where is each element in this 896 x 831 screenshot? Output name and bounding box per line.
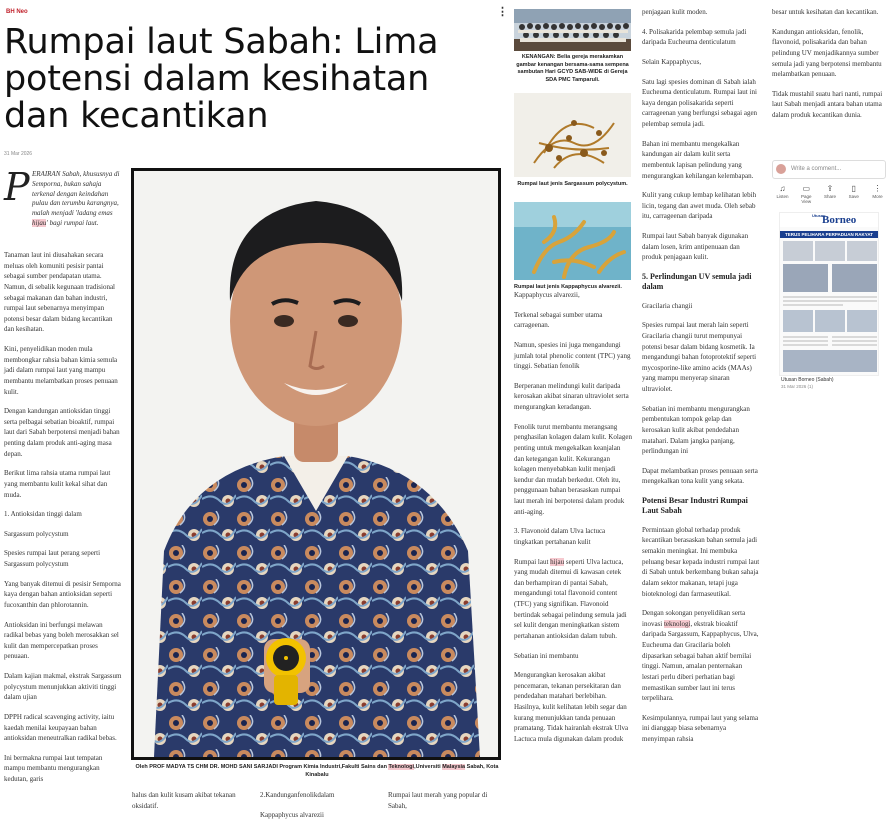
paragraph: Berikut lima rahsia utama rumpai laut yang membantu kulit kekal sihat dan muda. <box>4 469 111 499</box>
text-run: Dengan sokongan penyelidikan serta inovasi <box>642 609 746 628</box>
paragraph: Kesimpulannya, rumpai laut yang selama ini dianggap biasa sebenarnya menyimpan rahsia <box>642 713 759 744</box>
listen-icon: ♫ <box>779 184 786 193</box>
paragraph: Dapat melambatkan proses penuaan serta mengekalkan tona kulit yang sekata. <box>642 466 758 486</box>
page-view-button[interactable] <box>796 184 817 204</box>
paragraph: Kappaphycus alvarezii, <box>514 291 580 299</box>
paragraph: Kulit yang cukup lembap kelihatan lebih licin, tegang dan awet muda. Oleh sebab itu, carrageenan daripada <box>642 191 757 221</box>
paper-date-text: 31 Mar 2026 <box>781 384 807 389</box>
section-heading: Potensi Besar Industri Rumpai Laut Sabah <box>642 496 748 516</box>
photo-caption: Rumpai laut jenis Sargassum polycystum. <box>517 181 628 187</box>
paper-headline: TERUS PELIHARA PERPADUAN RAKYAT <box>780 231 878 238</box>
caption-text: ,Universiti <box>414 764 443 770</box>
paragraph: Sebatian ini membantu <box>514 651 579 660</box>
paragraph: Ini bermakna rumpai laut tempatan mampu membantu mengurangkan kedutan, garis <box>4 753 103 783</box>
paragraph: Rumpai laut Sabah banyak digunakan dalam losen, krim antipenuaan dan produk penjagaan kulit. <box>642 232 749 262</box>
paragraph: Yang banyak ditemui di pesisir Semporna kaya dengan bahan antioksidan seperti fucoxanthin dan phlorotannin. <box>4 579 121 609</box>
photo-caption: KENANGAN: Belia gereja merakamkan gambar kenangan bersama-sama sempena sambutan Hari GCYD SAB-WIDE di Gereja SDA PMC Tamparuli. <box>516 54 629 84</box>
bottom-fragment: Rumpai laut merah yang popular di Sabah, <box>388 791 488 810</box>
intro-tail: ' bagi rumpai laut. <box>46 218 99 227</box>
article-column-4 <box>772 7 890 130</box>
avatar <box>776 164 786 174</box>
paragraph: Antioksidan ini berfungsi melawan radikal bebas yang boleh merosakkan sel kulit dan mempercepatkan proses penuaan. <box>4 620 119 661</box>
more-icon: ⋮ <box>873 184 882 193</box>
dropcap: P <box>4 165 30 209</box>
article-column-2 <box>514 290 632 754</box>
save-button[interactable] <box>843 184 864 204</box>
paragraph: Kini, penyelidikan moden mula membongkar rahsia bahan kimia semula jadi dalam rumpai laut yang mampu membantu melambatkan proses penuaan kulit. <box>4 345 118 396</box>
intro-lead: ERAIRAN Sabah, khususnya di Semporna, bukan sahaja terkenal dengan keindahan pulau dan terumbu karangnya, malah menjadi 'ladang emas <box>32 170 120 218</box>
search-highlight: hijau <box>32 218 47 227</box>
caption-text: Sabah, Kota Kinabalu <box>305 764 499 779</box>
paper-date <box>781 384 813 390</box>
paragraph: Sebatian ini membantu mengurangkan pembentukan tompok gelap dan kerosakan kulit akibat pendedahan matahari. Dalam jangka panjang, perlindungan ini <box>642 404 750 456</box>
action-label: More <box>872 194 883 199</box>
search-highlight: hijau <box>550 557 565 566</box>
brand-logo[interactable]: BH Neo <box>6 9 28 15</box>
subheading: 2.Kandunganfenolikdalam <box>260 791 335 799</box>
action-bar <box>772 184 888 204</box>
paragraph <box>514 557 632 642</box>
action-label: Page View <box>800 194 812 204</box>
species-name: Kappaphycus alvarezii <box>260 810 324 819</box>
share-button[interactable] <box>820 184 841 204</box>
comment-input[interactable]: Write a comment... <box>772 160 886 179</box>
sargassum-photo <box>514 93 631 177</box>
paragraph: Spesies rumpai laut merah lain seperti Gracilaria changii turut mempunyai potensi besar dalam bidang kosmetik. Ia mengandungi bahan fotoprotektif seperti mycosporine-like amino acids (MAAs) yang mampu menyerap sinaran ultraviolet. <box>642 321 757 394</box>
group-photo <box>514 9 631 51</box>
save-icon: ▯ <box>851 184 856 193</box>
paragraph: Dengan kandungan antioksidan tinggi serta pelbagai sebatian bioaktif, rumpai laut dari Sabah berpotensi menjadi bahan penting dalam produk anti-aging masa depan. <box>4 407 120 458</box>
more-button[interactable] <box>867 184 888 204</box>
paragraph: Dalam kajian makmal, ekstrak Sargassum polycystum menunjukkan aktiviti tinggi dalam ujian <box>4 672 122 702</box>
paragraph: Berperanan melindungi kulit daripada kerosakan akibat sinaran ultraviolet serta mengurangkan keradangan. <box>514 381 629 411</box>
paragraph: Fenolik turut membantu merangsang penghasilan kolagen dalam kulit. Kolagen penting untuk mengekalkan keanjalan dan ketegangan kulit. Kekurangan kolagen menyebabkan kulit menjadi kendur dan mudah berkedut. Oleh itu, penggunaan bahan berasaskan rumpai laut merah ini berpotensi dalam produk anti-aging. <box>514 422 632 516</box>
bottom-fragment: halus dan kulit kusam akibat tekanan oksidatif. <box>132 791 236 810</box>
paper-caption: Utusan Borneo (Sabah) <box>781 377 834 383</box>
paragraph: Bahan ini membantu mengekalkan kandungan air dalam kulit serta membentuk lapisan pelindung yang mengurangkan kehilangan kelembapan. <box>642 139 754 180</box>
newspaper-thumbnail[interactable] <box>779 212 879 376</box>
search-highlight: Teknologi <box>388 764 415 770</box>
paragraph: Kandungan antioksidan, fenolik, flavonoid, polisakarida dan bahan pelindung UV menjadikannya sumber semula jadi yang berpotensi membantu melambatkan penuaan. <box>772 27 882 79</box>
text-run: seperti Ulva lactuca, yang mudah ditemui di kawasan cetek dan berhampiran di pantai Sabah, mengandungi total flavonoid content (TFC) yang signifikan. Flavonoid bertindak sebagai pelindung semula jadi sel kulit dengan meningkatkan sistem pertahanan antioksidan dalam tubuh. <box>514 557 627 640</box>
action-label: Listen <box>776 194 789 199</box>
publish-date: 31 Mar 2026 <box>4 151 33 157</box>
photo-caption: Rumpai laut jenis Kappaphycus alvarezii. <box>514 284 622 290</box>
kappaphycus-photo <box>514 202 631 280</box>
paper-date-extra: (1) <box>807 384 814 389</box>
search-highlight: teknologi <box>663 619 691 628</box>
paragraph: DPPH radical scavenging activity, iaitu kaedah menilai keupayaan bahan antioksidan meneutralkan radikal bebas. <box>4 712 117 743</box>
text-run: Rumpai laut <box>514 557 551 566</box>
masthead-kicker: Utusan <box>812 213 826 218</box>
paragraph: Permintaan global terhadap produk kecantikan berasaskan bahan semula jadi semakin meningkat. Ini membuka peluang besar kepada industri rumpai laut di Sabah untuk berkembang bukan sahaja dalam sektor makanan, tetapi juga bioteknologi dan farmaseutikal. <box>642 525 760 598</box>
action-label: Share <box>823 194 836 199</box>
author-portrait <box>131 168 501 760</box>
paragraph: Namun, spesies ini juga mengandungi jumlah total phenolic content (TPC) yang tinggi. Sebatian fenolik <box>514 340 631 371</box>
article-column-3 <box>642 7 760 754</box>
paragraph: Gracilaria changii <box>642 301 693 310</box>
section-heading: 4. Polisakarida pelembap semula jadi daripada Eucheuma denticulatum <box>642 27 747 47</box>
paragraph: Terkenal sebagai sumber utama carrageenan. <box>514 310 603 330</box>
search-highlight: Malaysia <box>442 764 466 770</box>
paragraph: besar untuk kesihatan dan kecantikan. <box>772 8 879 16</box>
article-title: Rumpai laut Sabah: Lima potensi dalam kesihatan dan kecantikan <box>4 22 439 137</box>
section-heading: 5. Perlindungan UV semula jadi dalam <box>642 271 752 292</box>
paragraph: Sargassum polycystum <box>4 529 69 538</box>
section-heading: 3. Flavonoid dalam Ulva lactuca tingkatkan pertahanan kulit <box>514 527 606 546</box>
text-run: , ekstrak bioaktif daripada Sargassum, Kappaphycus, Ulva, Eucheuma dan Gracilaria boleh dipasarkan sebagai bahan aktif bernilai tinggi. Namun, amalan penternakan lestari perlu diberi perhatian bagi memastikan sumber laut ini terus terpelihara. <box>642 619 759 703</box>
action-label: Save <box>848 194 859 199</box>
share-icon: ⇪ <box>826 184 834 193</box>
paragraph: Mengurangkan kerosakan akibat pencemaran, tekanan persekitaran dan pendedahan matahari berlebihan. Hasilnya, kulit kelihatan lebih segar dan kurang menunjukkan tanda penuaan pramatang. Tidak hairanlah ekstrak Ulva Lactuca mula digunakan dalam produk <box>514 671 629 743</box>
paragraph: penjagaan kulit moden. <box>642 8 708 16</box>
paragraph <box>642 608 760 704</box>
portrait-caption <box>132 763 502 780</box>
listen-button[interactable] <box>772 184 793 204</box>
masthead: Borneo <box>822 214 857 226</box>
more-options-icon[interactable]: ⋮ <box>497 6 508 18</box>
section-heading: 1. Antioksidan tinggi dalam <box>4 510 82 519</box>
paragraph: Satu lagi spesies dominan di Sabah ialah Eucheuma denticulatum. Rumpai laut ini kaya dengan polisakarida seperti carrageenan yang berfungsi sebagai agen pelembap semula jadi. <box>642 77 758 128</box>
intro-paragraph <box>32 170 122 229</box>
paragraph: Spesies rumpai laut perang seperti Sargassum polycystum <box>4 549 101 568</box>
page-view-icon: ▭ <box>802 184 811 193</box>
bottom-fragment <box>260 790 375 820</box>
caption-text: Oleh PROF MADYA TS CHM DR. MOHD SANI SARJADI Program Kimia Industri,Fakulti Sains dan <box>135 764 389 770</box>
paragraph: Selain Kappaphycus, <box>642 57 702 66</box>
paragraph: Tanaman laut ini diusahakan secara meluas oleh komuniti pesisir pantai sebagai sumber pendapatan utama. Namun, di sebalik kegunaan tradisional sebagai makanan dan bahan industri, rumpai laut sebenarnya menyimpan potensi besar dalam bidang kecantikan dan kesihatan. <box>4 251 115 334</box>
article-column-1 <box>4 250 122 794</box>
paragraph: Tidak mustahil suatu hari nanti, rumpai laut Sabah menjadi antara bahan utama dalam produk kecantikan dunia. <box>772 89 883 119</box>
